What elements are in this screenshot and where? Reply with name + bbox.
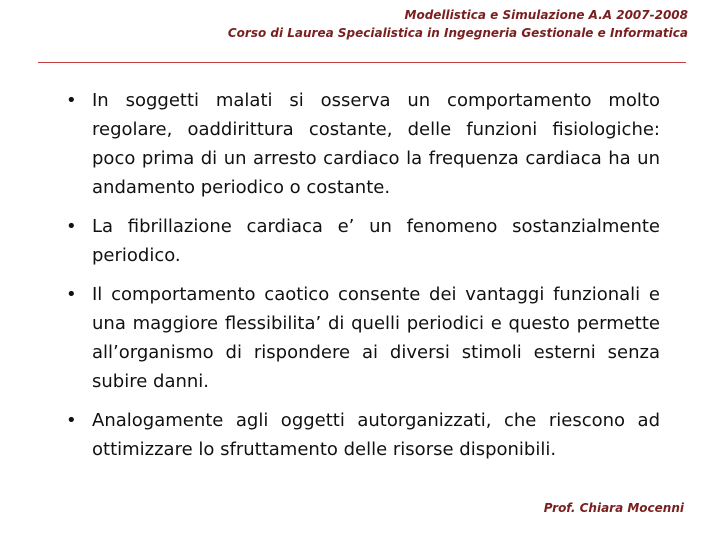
bullet-item: • Il comportamento caotico consente dei vantaggi funzionali e una maggiore flessibilita’ di quelli periodici e questo permette all’organismo di rispondere ai diversi stimoli esterni senza subire danni.: [60, 280, 660, 396]
slide-header: [228, 6, 688, 42]
bullet-item: • In soggetti malati si osserva un comportamento molto regolare, oaddirittura costante, delle funzioni fisiologiche: poco prima di un arresto cardiaco la frequenza cardiaca ha un andamento periodico o costante.: [60, 86, 660, 202]
bullet-item: • Analogamente agli oggetti autorganizzati, che riescono ad ottimizzare lo sfruttamento delle risorse disponibili.: [60, 406, 660, 464]
bullet-list: [60, 86, 660, 474]
course-title: Modellistica e Simulazione A.A 2007-2008: [404, 8, 688, 22]
header-divider: [38, 62, 686, 63]
footer-author: Prof. Chiara Mocenni: [543, 501, 684, 515]
bullet-item: • La fibrillazione cardiaca e’ un fenomeno sostanzialmente periodico.: [60, 212, 660, 270]
degree-program: Corso di Laurea Specialistica in Ingegneria Gestionale e Informatica: [227, 26, 688, 40]
